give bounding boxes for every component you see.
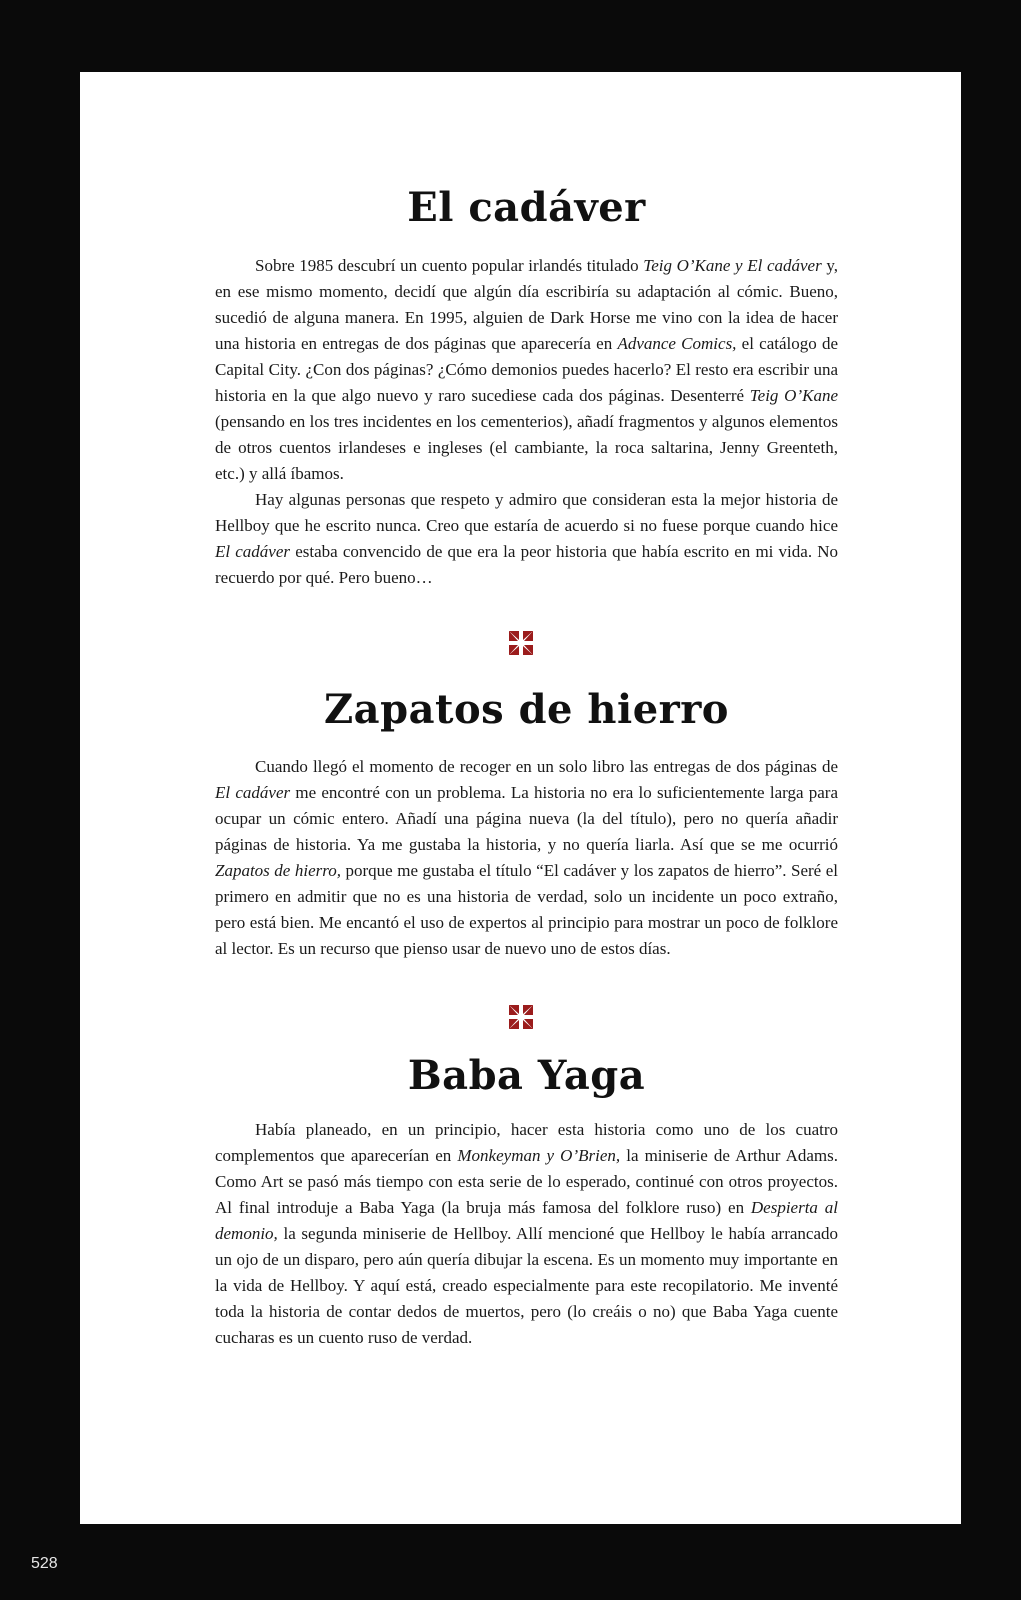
text-run: Hay algunas personas que respeto y admiro que consideran esta la mejor historia de Hellboy que he escrito nunca. Creo que estaría de acuerdo si no fuese porque cuando hice bbox=[215, 490, 838, 535]
section-title: El cadáver bbox=[407, 184, 646, 231]
italic-title: Teig O’Kane y El cadáver bbox=[643, 256, 822, 275]
text-run: (pensando en los tres incidentes en los cementerios), añadí fragmentos y algunos elementos de otros cuentos irlandeses e ingleses (el cambiante, la roca saltarina, Jenny Greenteth, etc.) y allá íbamos. bbox=[215, 412, 838, 483]
page-number: 528 bbox=[31, 1555, 58, 1572]
italic-title: El cadáver bbox=[215, 783, 291, 802]
text-run: estaba convencido de que era la peor historia que había escrito en mi vida. No recuerdo por qué. Pero bueno… bbox=[215, 542, 839, 587]
text-run: y, en ese mismo momento, decidí que algún día escribiría su adaptación al cómic. Bueno, sucedió de alguna manera. En 1995, alguien de Dark Horse me vino con la idea de hacer una historia en entregas de dos páginas que aparecería en bbox=[215, 256, 838, 353]
italic-title: Zapatos de hierro, bbox=[215, 861, 341, 880]
templar-cross-icon bbox=[506, 1002, 536, 1032]
paragraph bbox=[215, 1117, 838, 1351]
text-run: el catálogo de Capital City. ¿Con dos páginas? ¿Cómo demonios puedes hacerlo? El resto era escribir una historia en la que algo nuevo y raro sucediese cada dos páginas. Desenterré bbox=[215, 334, 838, 405]
text-run: me encontré con un problema. La historia no era lo suficientemente larga para ocupar un cómic entero. Añadí una página nueva (la del título), pero no quería añadir páginas de historia. Ya me gustaba la historia, y no quería liarla. Así que se me ocurrió bbox=[215, 783, 839, 854]
italic-title: Monkeyman y O’Brien, bbox=[457, 1146, 621, 1165]
section-baba-yaga bbox=[215, 1052, 838, 1099]
section-title: Zapatos de hierro bbox=[323, 686, 729, 733]
italic-title: Despierta al demonio, bbox=[215, 1198, 838, 1243]
paragraph bbox=[215, 754, 838, 962]
section-baba-yaga-body bbox=[215, 1117, 838, 1351]
paragraph bbox=[215, 487, 838, 591]
italic-title: El cadáver bbox=[215, 542, 291, 561]
paragraph bbox=[215, 253, 838, 487]
section-el-cadaver-body bbox=[215, 253, 838, 591]
book-page bbox=[80, 72, 961, 1524]
templar-cross-icon bbox=[506, 628, 536, 658]
section-zapatos-de-hierro bbox=[215, 686, 838, 733]
section-el-cadaver bbox=[215, 184, 838, 231]
text-run: Cuando llegó el momento de recoger en un solo libro las entregas de dos páginas de bbox=[255, 757, 838, 776]
section-title: Baba Yaga bbox=[407, 1052, 646, 1099]
section-zapatos-de-hierro-body bbox=[215, 754, 838, 962]
italic-title: Teig O’Kane bbox=[749, 386, 838, 405]
text-run: Sobre 1985 descubrí un cuento popular irlandés titulado bbox=[255, 256, 644, 275]
text-run: la segunda miniserie de Hellboy. Allí mencioné que Hellboy le había arrancado un ojo de un disparo, pero aún quería dibujar la escena. Es un momento muy importante en la vida de Hellboy. Y aquí está, creado especialmente para este recopilatorio. Me inventé toda la historia de contar dedos de muertos, pero (lo creáis o no) que Baba Yaga cuente cucharas es un cuento ruso de verdad. bbox=[215, 1224, 838, 1347]
italic-title: Advance Comics, bbox=[617, 334, 737, 353]
text-run: la miniserie de Arthur Adams. Como Art se pasó más tiempo con esta serie de lo esperado, continué con otros proyectos. Al final introduje a Baba Yaga (la bruja más famosa del folklore ruso) en bbox=[215, 1146, 838, 1217]
text-run: Había planeado, en un principio, hacer esta historia como uno de los cuatro complementos que aparecerían en bbox=[215, 1120, 838, 1165]
text-run: porque me gustaba el título “El cadáver y los zapatos de hierro”. Seré el primero en admitir que no es una historia de verdad, solo un incidente un poco extraño, pero está bien. Me encantó el uso de expertos al principio para mostrar un poco de folklore al lector. Es un recurso que pienso usar de nuevo uno de estos días. bbox=[215, 861, 838, 958]
